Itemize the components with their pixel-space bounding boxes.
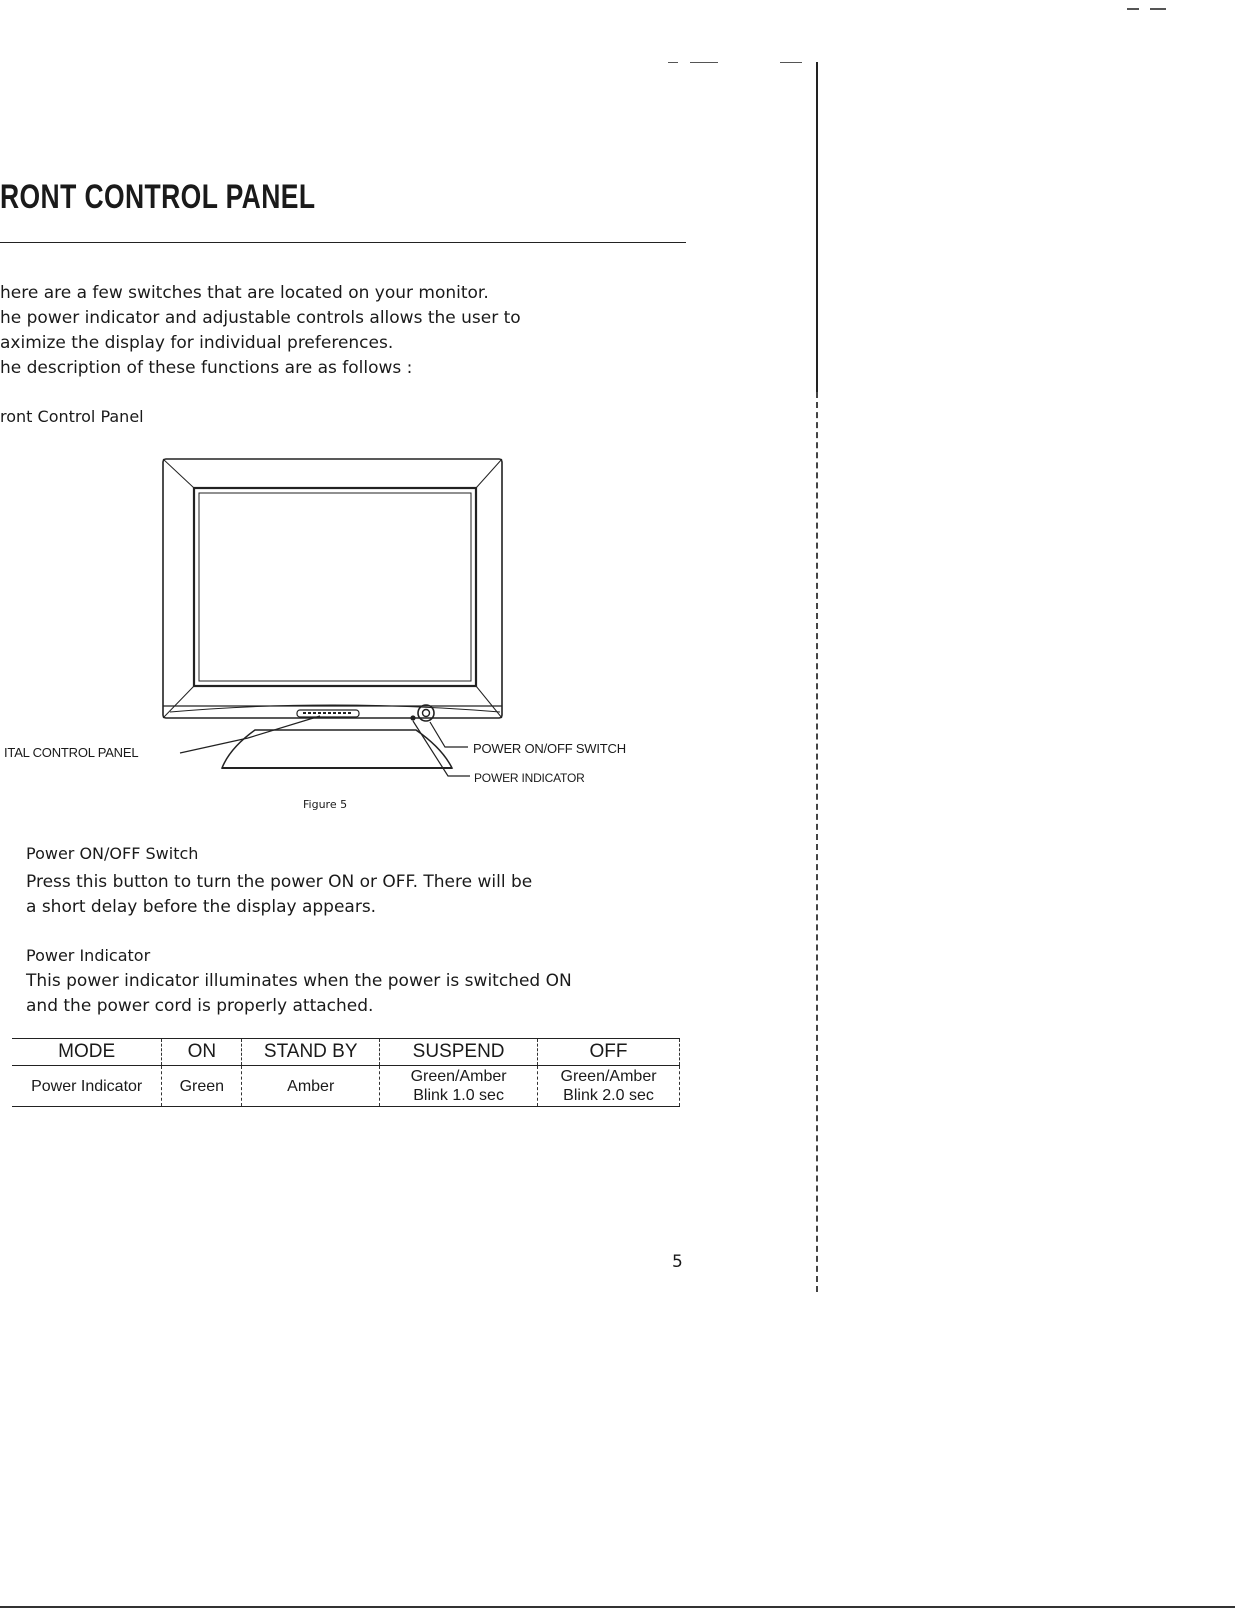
page-bottom-edge — [0, 1606, 1235, 1608]
intro-line: here are a few switches that are located on your monitor. — [0, 283, 489, 303]
page-number: 5 — [672, 1252, 683, 1272]
intro-line: he power indicator and adjustable controls allows the user to — [0, 308, 521, 328]
cell-suspend — [380, 1066, 538, 1107]
item-body-power-switch — [26, 870, 532, 920]
callout-power-switch: POWER ON/OFF SWITCH — [473, 741, 626, 756]
cell-on: Green — [162, 1066, 242, 1107]
callout-digital-control-panel: ITAL CONTROL PANEL — [4, 745, 139, 760]
binding-edge-line — [816, 62, 818, 392]
intro-line: aximize the display for individual preferences. — [0, 333, 394, 353]
scan-speck — [1150, 8, 1166, 10]
intro-paragraph — [0, 281, 521, 381]
cell-label: Power Indicator — [12, 1066, 162, 1107]
scan-speck — [780, 62, 802, 63]
item-line: Press this button to turn the power ON or OFF. There will be — [26, 872, 533, 892]
power-indicator-icon — [411, 716, 415, 720]
header-on: ON — [162, 1039, 242, 1066]
binding-edge-dashed — [816, 392, 818, 1292]
cell-line: Blink 2.0 sec — [563, 1087, 654, 1104]
title-rule — [0, 242, 686, 243]
header-mode: MODE — [12, 1039, 162, 1066]
item-title-power-indicator: Power Indicator — [26, 946, 151, 965]
table-header-row — [12, 1039, 680, 1066]
scan-speck — [668, 62, 678, 63]
item-body-power-indicator — [26, 969, 572, 1019]
monitor-screen — [194, 488, 476, 686]
cell-line: Green/Amber — [560, 1068, 657, 1085]
section-title: RONT CONTROL PANEL — [0, 178, 316, 216]
cell-line: Blink 1.0 sec — [413, 1087, 504, 1104]
cell-line: Green/Amber — [410, 1068, 507, 1085]
header-suspend: SUSPEND — [380, 1039, 538, 1066]
scan-speck — [690, 62, 718, 63]
intro-line: he description of these functions are as follows : — [0, 358, 413, 378]
item-line: a short delay before the display appears. — [26, 897, 377, 917]
header-standby: STAND BY — [242, 1039, 380, 1066]
power-mode-table — [12, 1038, 680, 1107]
header-off: OFF — [538, 1039, 680, 1066]
table-row — [12, 1066, 680, 1107]
callout-power-indicator: POWER INDICATOR — [474, 771, 585, 785]
item-title-power-switch: Power ON/OFF Switch — [26, 844, 199, 863]
cell-off — [538, 1066, 680, 1107]
item-line: and the power cord is properly attached. — [26, 996, 374, 1016]
scan-speck — [1127, 8, 1139, 10]
item-line: This power indicator illuminates when the power is switched ON — [26, 971, 572, 991]
cell-standby: Amber — [242, 1066, 380, 1107]
figure-caption: Figure 5 — [303, 798, 348, 811]
monitor-bezel — [163, 459, 502, 718]
subheading: ront Control Panel — [0, 407, 144, 426]
